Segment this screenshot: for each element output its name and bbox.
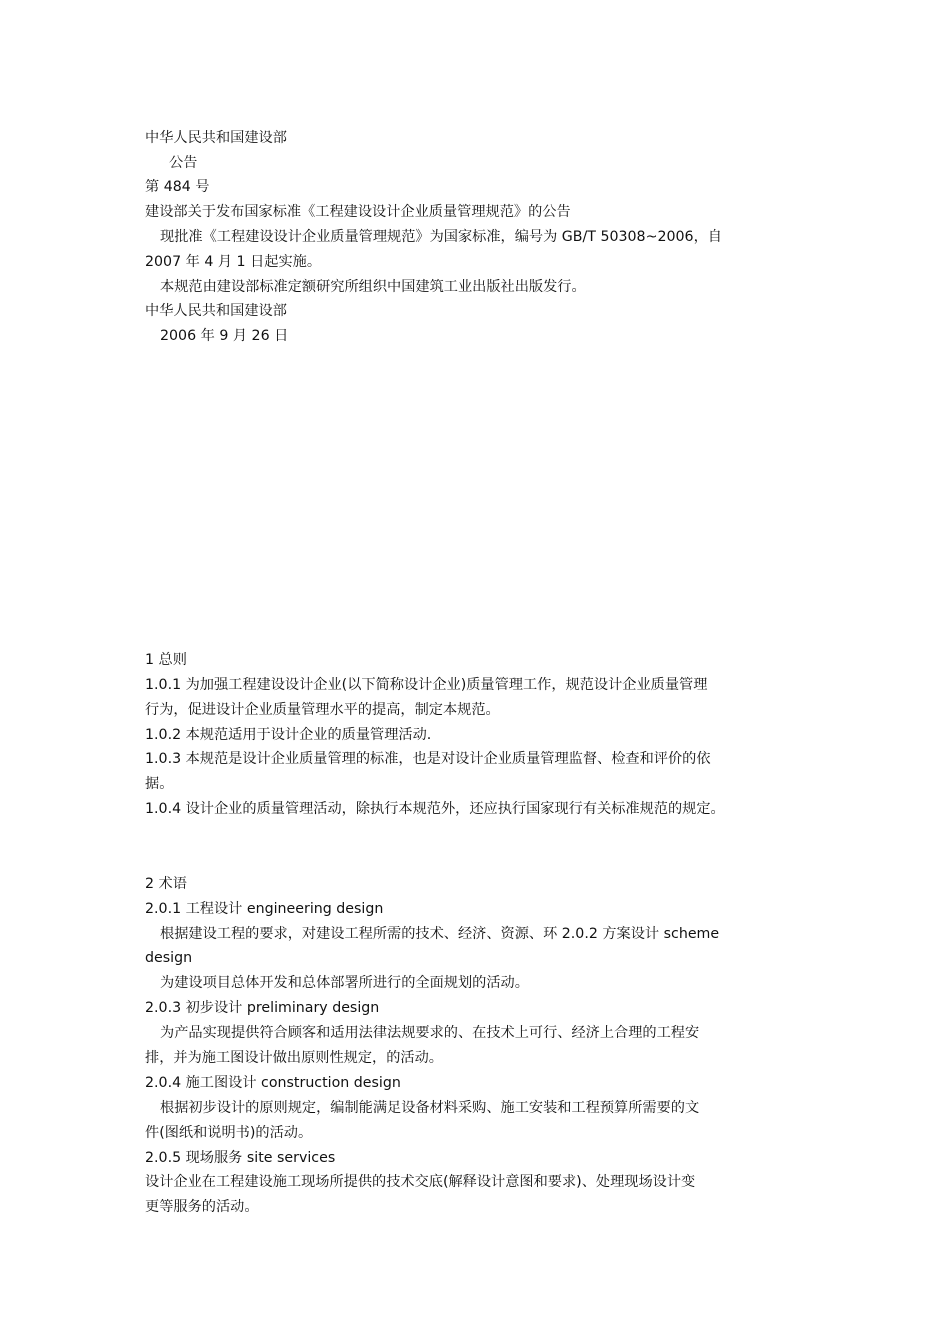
clause-1-0-1-a: 1.0.1 为加强工程建设设计企业(以下简称设计企业)质量管理工作，规范设计企业质量管理 <box>145 677 708 693</box>
term-2-0-4-desc-b: 件(图纸和说明书)的活动。 <box>145 1125 313 1141</box>
issuer: 中华人民共和国建设部 <box>145 130 287 146</box>
term-2-0-5-desc-a: 设计企业在工程建设施工现场所提供的技术交底(解释设计意图和要求)、处理现场设计变 <box>145 1174 696 1190</box>
clause-1-0-3-b: 据。 <box>145 776 174 792</box>
term-2-0-3-desc-a: 为产品实现提供符合顾客和适用法律法规要求的、在技术上可行、经济上合理的工程安 <box>160 1025 700 1041</box>
announcement-body-1b: 2007 年 4 月 1 日起实施。 <box>145 254 322 270</box>
term-2-0-1: 2.0.1 工程设计 engineering design <box>145 901 384 917</box>
clause-1-0-4: 1.0.4 设计企业的质量管理活动，除执行本规范外，还应执行国家现行有关标准规范的规定。 <box>145 801 725 817</box>
clause-1-0-3-a: 1.0.3 本规范是设计企业质量管理的标准，也是对设计企业质量管理监督、检查和评价的依 <box>145 751 711 767</box>
announcement-number: 第 484 号 <box>145 179 210 195</box>
term-2-0-5: 2.0.5 现场服务 site services <box>145 1150 336 1166</box>
announcement-body-2: 本规范由建设部标准定额研究所组织中国建筑工业出版社出版发行。 <box>160 279 586 295</box>
term-2-0-5-desc-b: 更等服务的活动。 <box>145 1199 259 1215</box>
clause-1-0-1-b: 行为，促进设计企业质量管理水平的提高，制定本规范。 <box>145 702 500 718</box>
term-2-0-1-desc-b: design <box>145 950 193 966</box>
clause-1-0-2: 1.0.2 本规范适用于设计企业的质量管理活动. <box>145 727 432 743</box>
announcement-label: 公告 <box>169 155 198 171</box>
term-2-0-1-desc-a: 根据建设工程的要求，对建设工程所需的技术、经济、资源、环 2.0.2 方案设计 scheme <box>160 926 720 942</box>
chapter2-heading: 2 术语 <box>145 876 187 892</box>
term-2-0-4-desc-a: 根据初步设计的原则规定，编制能满足设备材料采购、施工安装和工程预算所需要的文 <box>160 1100 700 1116</box>
announcement-title: 建设部关于发布国家标准《工程建设设计企业质量管理规范》的公告 <box>145 204 571 220</box>
term-2-0-2-desc: 为建设项目总体开发和总体部署所进行的全面规划的活动。 <box>160 975 529 991</box>
term-2-0-3-desc-b: 排，并为施工图设计做出原则性规定，的活动。 <box>145 1050 443 1066</box>
signer: 中华人民共和国建设部 <box>145 303 287 319</box>
term-2-0-3: 2.0.3 初步设计 preliminary design <box>145 1000 380 1016</box>
announcement-body-1a: 现批准《工程建设设计企业质量管理规范》为国家标准，编号为 GB/T 50308~2006，自 <box>160 229 722 245</box>
announcement-date: 2006 年 9 月 26 日 <box>160 328 289 344</box>
chapter1-heading: 1 总则 <box>145 652 187 668</box>
term-2-0-4: 2.0.4 施工图设计 construction design <box>145 1075 401 1091</box>
